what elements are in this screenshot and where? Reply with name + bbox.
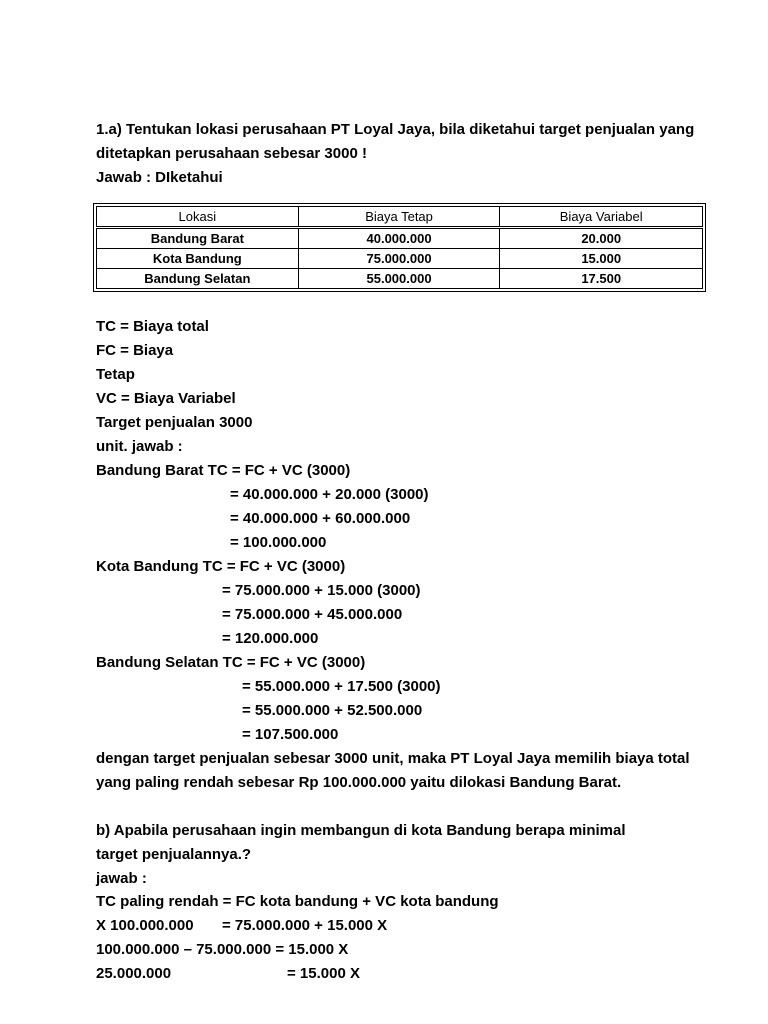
bandung-selatan-step-1: = 55.000.000 + 17.500 (3000) — [242, 678, 441, 695]
table-header-row — [97, 207, 703, 228]
kota-bandung-step-2: = 75.000.000 + 45.000.000 — [222, 606, 403, 623]
target-line-1: Target penjualan 3000 — [96, 414, 253, 431]
question-b-answer-label: jawab : — [96, 870, 147, 887]
bandung-selatan-formula: Bandung Selatan TC = FC + VC (3000) — [96, 654, 366, 671]
table-cell: 55.000.000 — [298, 269, 500, 289]
question-b-line-5-right: = 75.000.000 + 15.000 X — [222, 917, 388, 934]
table-cell: 15.000 — [500, 249, 703, 269]
table-header-lokasi: Lokasi — [97, 207, 299, 228]
table-cell: 40.000.000 — [298, 228, 500, 249]
question-a-answer-label: Jawab : DIketahui — [96, 169, 223, 186]
kota-bandung-step-1: = 75.000.000 + 15.000 (3000) — [222, 582, 421, 599]
table-header-biaya-variabel: Biaya Variabel — [500, 207, 703, 228]
question-b-line-7-right: = 15.000 X — [287, 965, 360, 982]
conclusion-line-2: yang paling rendah sebesar Rp 100.000.000 yaitu dilokasi Bandung Barat. — [96, 774, 622, 791]
table-row — [97, 228, 703, 249]
fc-definition-2: Tetap — [96, 366, 135, 383]
question-a-line-2: ditetapkan perusahaan sebesar 3000 ! — [96, 145, 367, 162]
tc-definition: TC = Biaya total — [96, 318, 209, 335]
table-cell: Bandung Selatan — [97, 269, 299, 289]
cost-table — [96, 206, 703, 289]
bandung-barat-result: = 100.000.000 — [230, 534, 327, 551]
bandung-barat-formula: Bandung Barat TC = FC + VC (3000) — [96, 462, 351, 479]
kota-bandung-result: = 120.000.000 — [222, 630, 319, 647]
table-cell: 20.000 — [500, 228, 703, 249]
bandung-barat-step-2: = 40.000.000 + 60.000.000 — [230, 510, 411, 527]
question-b-line-1: b) Apabila perusahaan ingin membangun di kota Bandung berapa minimal — [96, 822, 626, 839]
question-b-line-2: target penjualannya.? — [96, 846, 252, 863]
bandung-barat-step-1: = 40.000.000 + 20.000 (3000) — [230, 486, 429, 503]
bandung-selatan-step-2: = 55.000.000 + 52.500.000 — [242, 702, 423, 719]
table-cell: Kota Bandung — [97, 249, 299, 269]
table-row — [97, 269, 703, 289]
fc-definition-1: FC = Biaya — [96, 342, 174, 359]
table-header-biaya-tetap: Biaya Tetap — [298, 207, 500, 228]
target-line-2: unit. jawab : — [96, 438, 183, 455]
vc-definition: VC = Biaya Variabel — [96, 390, 236, 407]
conclusion-line-1: dengan target penjualan sebesar 3000 unit, maka PT Loyal Jaya memilih biaya total — [96, 750, 690, 767]
question-b-line-7-left: 25.000.000 — [96, 965, 172, 982]
table-cell: 17.500 — [500, 269, 703, 289]
question-b-line-4: TC paling rendah = FC kota bandung + VC kota bandung — [96, 893, 499, 910]
bandung-selatan-result: = 107.500.000 — [242, 726, 339, 743]
table-row — [97, 249, 703, 269]
question-a-line-1: 1.a) Tentukan lokasi perusahaan PT Loyal Jaya, bila diketahui target penjualan yang — [96, 121, 695, 138]
table-cell: 75.000.000 — [298, 249, 500, 269]
question-b-line-5-left: X 100.000.000 — [96, 917, 194, 934]
question-b-line-6: 100.000.000 – 75.000.000 = 15.000 X — [96, 941, 349, 958]
kota-bandung-formula: Kota Bandung TC = FC + VC (3000) — [96, 558, 346, 575]
table-cell: Bandung Barat — [97, 228, 299, 249]
